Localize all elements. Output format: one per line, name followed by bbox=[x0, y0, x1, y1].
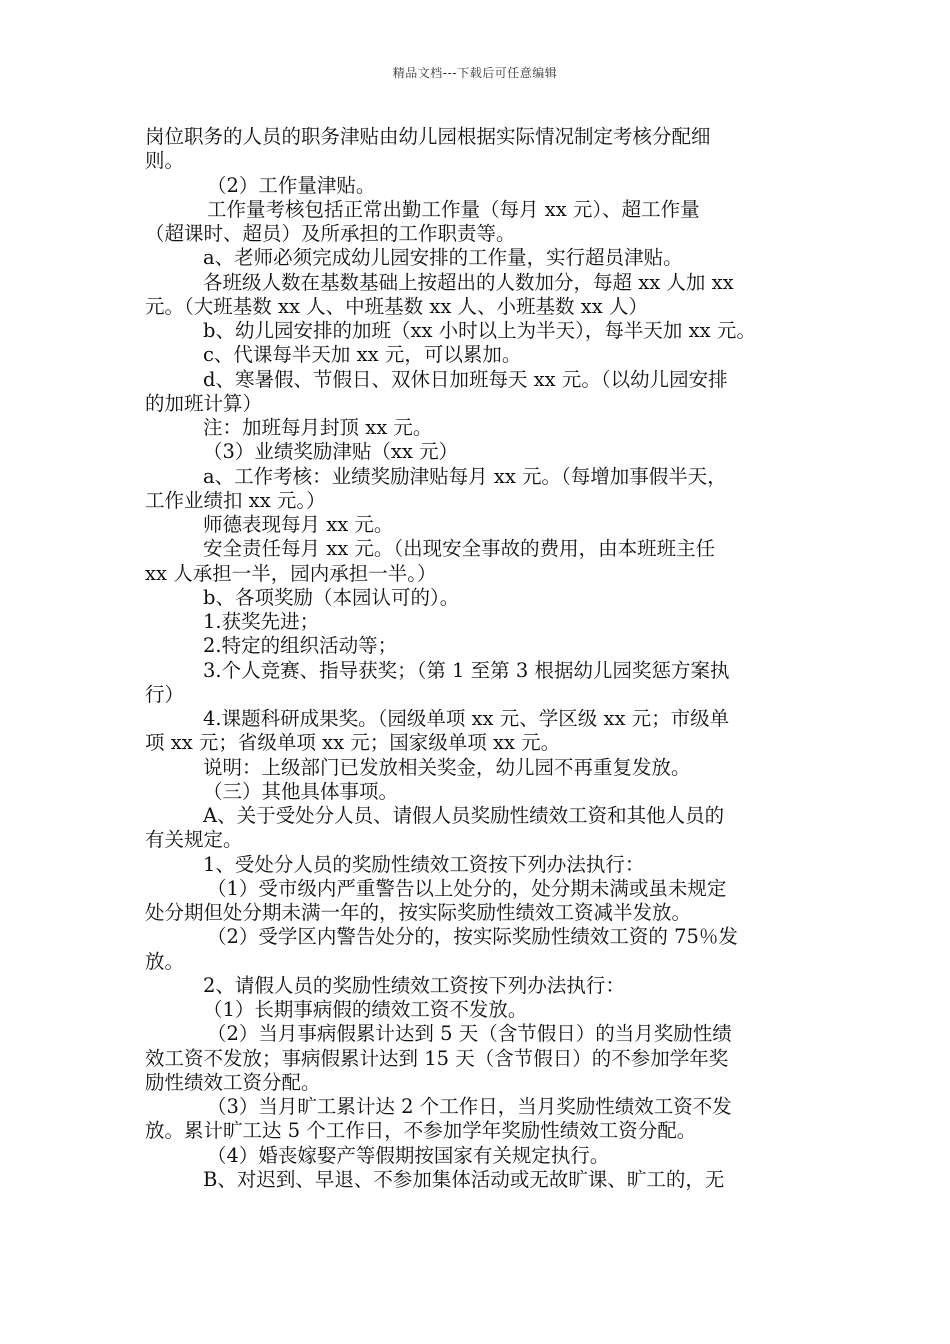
list-item: 4.课题科研成果奖。（园级单项 xx 元、学区级 xx 元；市级单 bbox=[203, 707, 730, 730]
list-item: 3.个人竞赛、指导获奖；（第 1 至第 3 根据幼儿园奖惩方案执 bbox=[203, 658, 730, 682]
text-line: （3）当月旷工累计达 2 个工作日，当月奖励性绩效工资不发 bbox=[207, 1095, 732, 1118]
text-line: 放。累计旷工达 5 个工作日，不参加学年奖励性绩效工资分配。 bbox=[145, 1119, 697, 1143]
text-line: （1）长期事病假的绩效工资不发放。 bbox=[203, 998, 528, 1021]
list-item: 2.特定的组织活动等； bbox=[203, 634, 398, 658]
text-line: b、各项奖励（本园认可的）。 bbox=[203, 585, 460, 609]
document-body bbox=[145, 125, 813, 1192]
list-item: 1.获奖先进； bbox=[203, 610, 320, 633]
text-line: 则。 bbox=[145, 149, 185, 173]
text-line: 有关规定。 bbox=[145, 828, 243, 852]
text-line: 1、受处分人员的奖励性绩效工资按下列办法执行： bbox=[203, 852, 645, 876]
text-line: 行） bbox=[145, 682, 185, 706]
text-line: B、对迟到、早退、不参加集体活动或无故旷课、旷工的，无 bbox=[203, 1167, 725, 1191]
text-line: （2）当月事病假累计达到 5 天（含节假日）的当月奖励性绩 bbox=[207, 1022, 732, 1046]
text-line: 岗位职务的人员的职务津贴由幼儿园根据实际情况制定考核分配细 bbox=[145, 125, 711, 148]
text-line: xx 人承担一半，园内承担一半。） bbox=[145, 561, 437, 585]
text-line: （2）受学区内警告处分的，按实际奖励性绩效工资的 75％发 bbox=[207, 925, 738, 949]
text-line: 效工资不发放；事病假累计达到 15 天（含节假日）的不参加学年奖 bbox=[145, 1046, 729, 1070]
text-line: 师德表现每月 xx 元。 bbox=[203, 513, 394, 536]
text-line: 工作量考核包括正常出勤工作量（每月 xx 元）、超工作量 bbox=[207, 197, 700, 221]
section-heading: （2）工作量津贴。 bbox=[207, 173, 376, 197]
text-line: 的加班计算） bbox=[145, 391, 263, 415]
text-line: 项 xx 元；省级单项 xx 元；国家级单项 xx 元。 bbox=[145, 731, 561, 755]
section-heading: （三）其他具体事项。 bbox=[203, 779, 399, 803]
text-line: a、工作考核：业绩奖励津贴每月 xx 元。（每增加事假半天， bbox=[203, 464, 727, 488]
text-line: 放。 bbox=[145, 949, 185, 973]
text-line: d、寒暑假、节假日、双休日加班每天 xx 元。（以幼儿园安排 bbox=[203, 367, 728, 391]
text-line: 元。（大班基数 xx 人、中班基数 xx 人、小班基数 xx 人） bbox=[145, 294, 648, 318]
text-line: 工作业绩扣 xx 元。） bbox=[145, 488, 326, 512]
text-line: （超课时、超员）及所承担的工作职责等。 bbox=[145, 222, 516, 245]
text-line: 安全责任每月 xx 元。（出现安全事故的费用，由本班班主任 bbox=[203, 537, 716, 561]
text-line: A、关于受处分人员、请假人员奖励性绩效工资和其他人员的 bbox=[203, 804, 725, 827]
text-line: 注：加班每月封顶 xx 元。 bbox=[203, 416, 433, 439]
text-line: 说明：上级部门已发放相关奖金，幼儿园不再重复发放。 bbox=[203, 755, 691, 779]
text-line: （1）受市级内严重警告以上处分的，处分期未满或虽未规定 bbox=[207, 876, 727, 900]
text-line: c、代课每半天加 xx 元，可以累加。 bbox=[203, 343, 522, 367]
text-line: （4）婚丧嫁娶产等假期按国家有关规定执行。 bbox=[207, 1143, 610, 1167]
section-heading: （3）业绩奖励津贴（xx 元） bbox=[203, 440, 459, 464]
text-line: 各班级人数在基数基础上按超出的人数加分，每超 xx 人加 xx bbox=[203, 270, 734, 294]
text-line: b、幼儿园安排的加班（xx 小时以上为半天），每半天加 xx 元。 bbox=[203, 319, 756, 342]
page-header-watermark: 精品文档---下载后可任意编辑 bbox=[392, 66, 558, 80]
text-line: a、老师必须完成幼儿园安排的工作量，实行超员津贴。 bbox=[203, 246, 683, 270]
text-line: 2、请假人员的奖励性绩效工资按下列办法执行： bbox=[203, 973, 625, 997]
text-line: 励性绩效工资分配。 bbox=[145, 1070, 321, 1094]
text-line: 处分期但处分期未满一年的，按实际奖励性绩效工资减半发放。 bbox=[145, 901, 692, 924]
